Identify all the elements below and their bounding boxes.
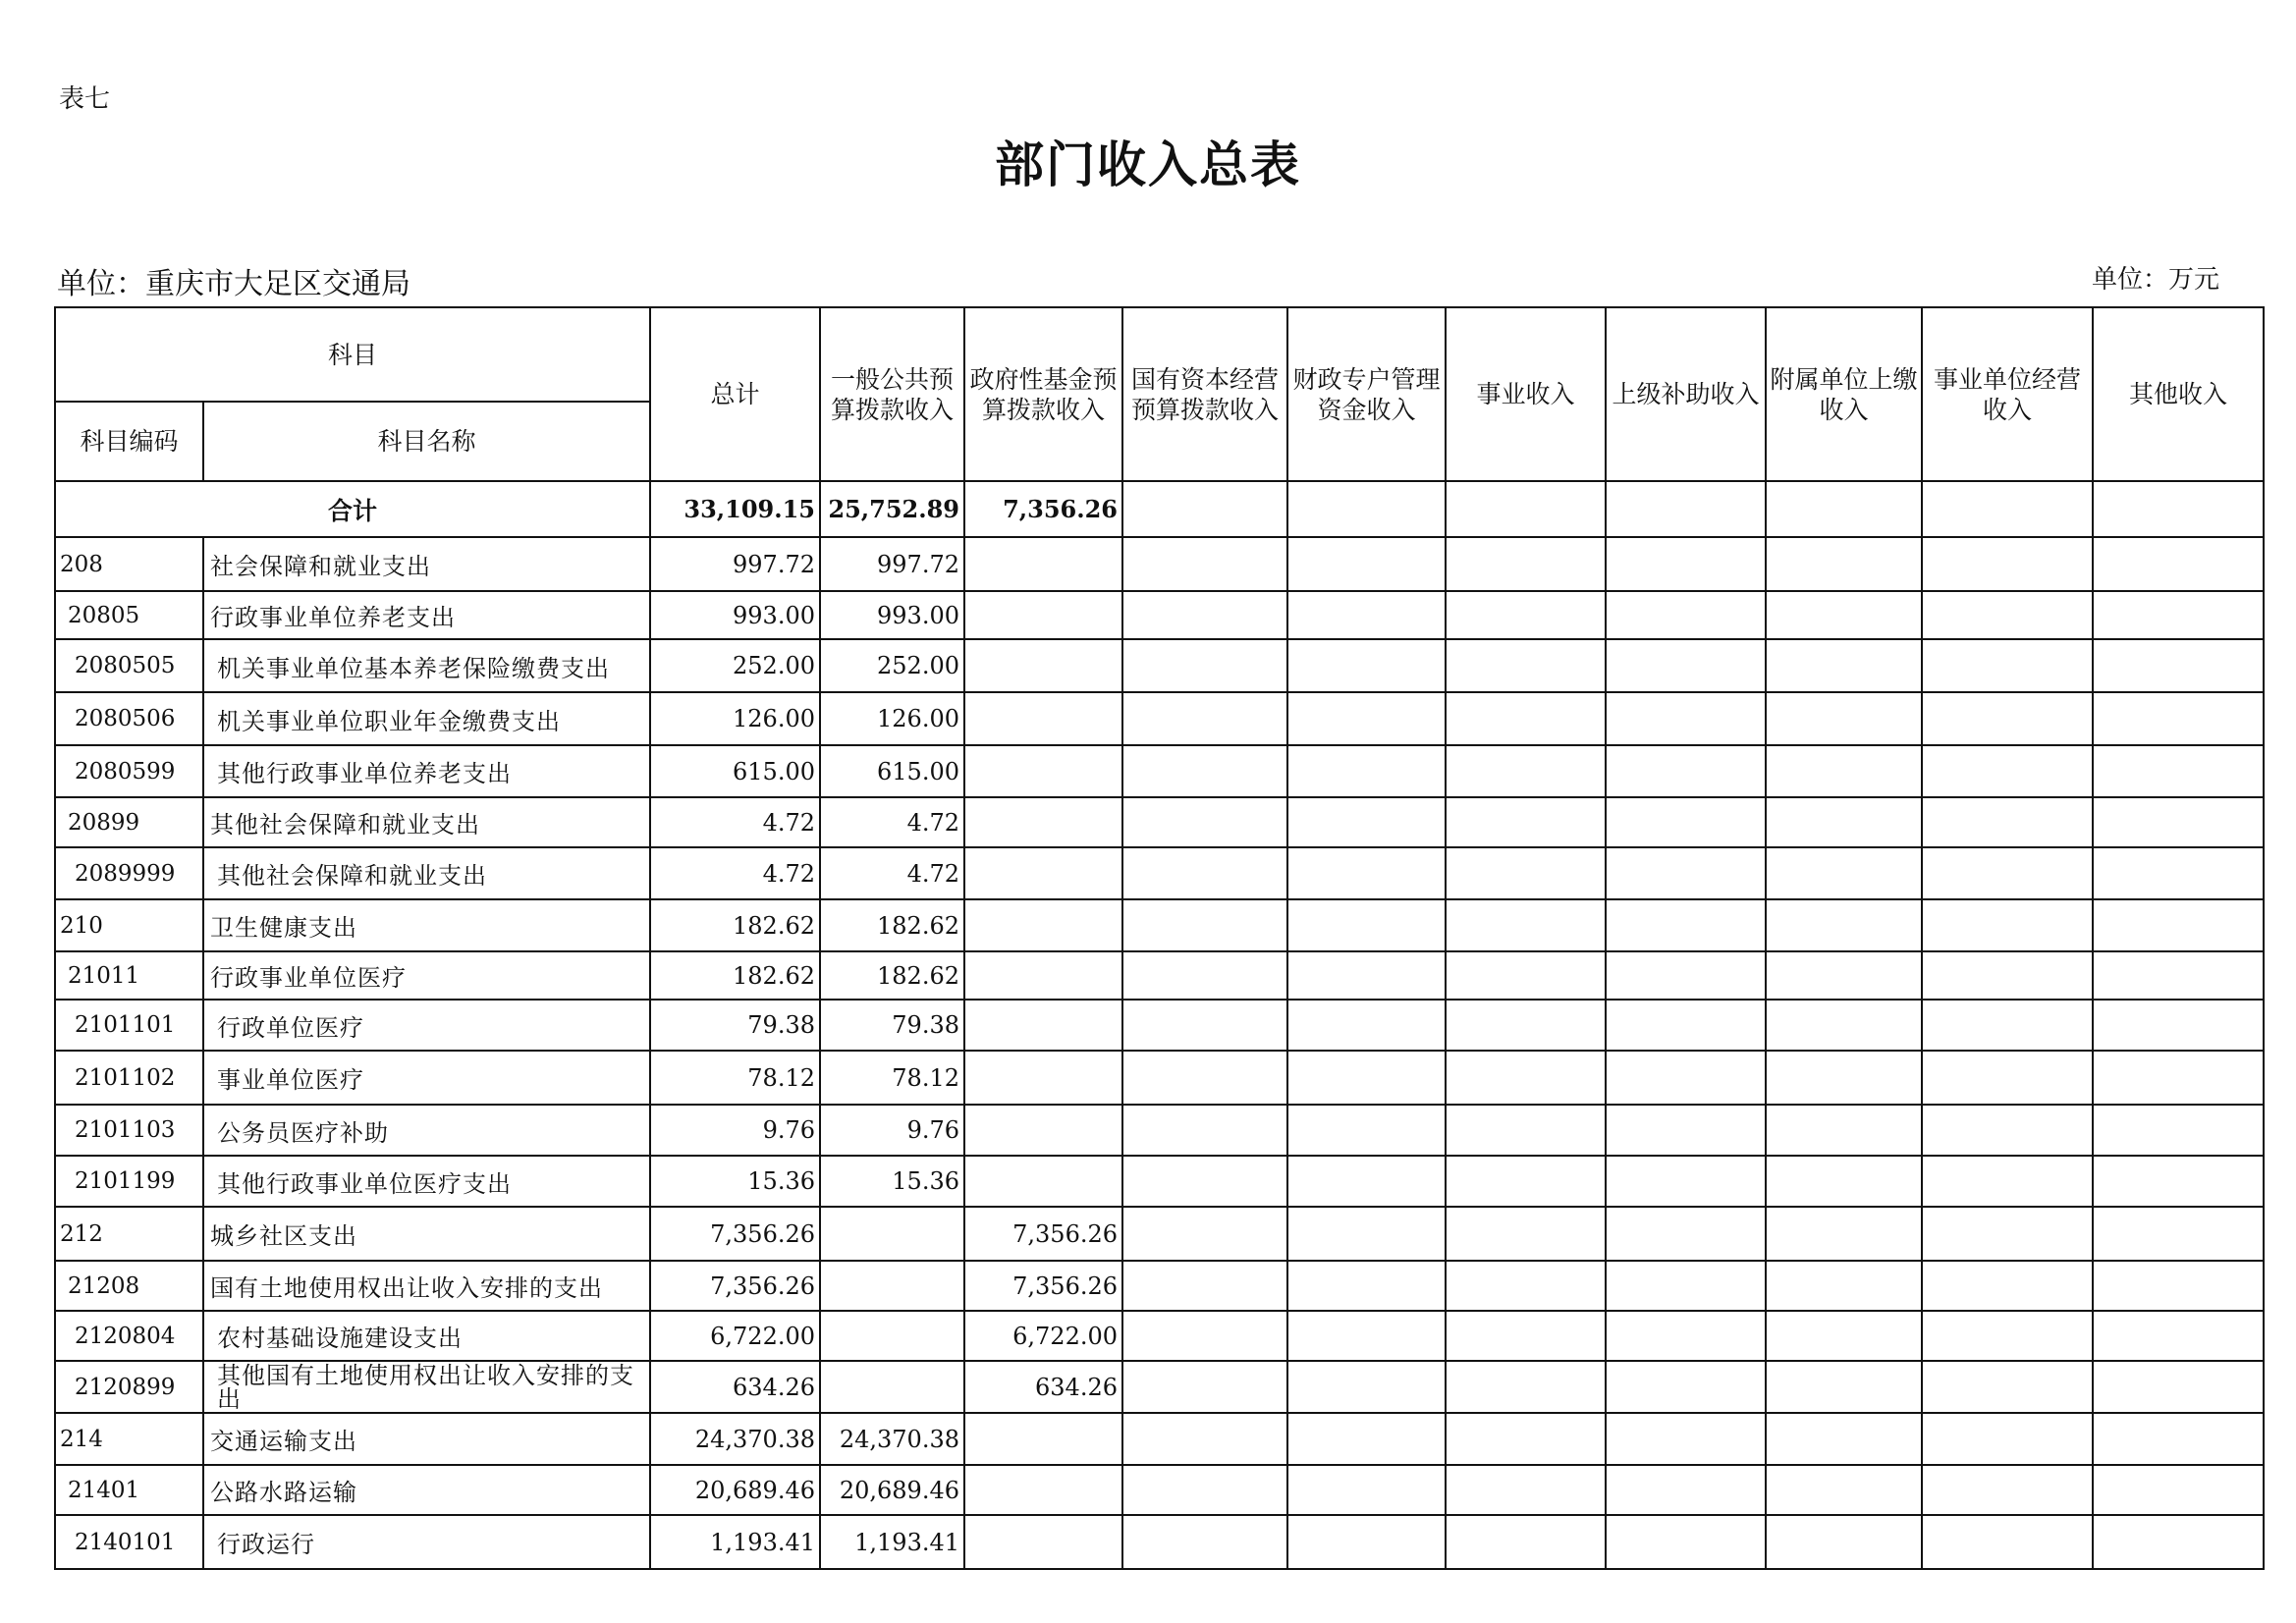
amount-cell: [2093, 1465, 2264, 1515]
amount-cell: [1922, 1413, 2093, 1465]
amount-cell: [1122, 1413, 1287, 1465]
amount-cell: [1606, 1413, 1766, 1465]
amount-cell: [1446, 1465, 1606, 1515]
header-col-state-capital: 国有资本经营预算拨款收入: [1122, 307, 1287, 481]
amount-cell: 252.00: [650, 639, 820, 692]
table-row: [55, 1413, 2264, 1465]
amount-cell: 4.72: [650, 847, 820, 899]
subject-code: 2080599: [55, 745, 203, 797]
subject-code: 2101199: [55, 1156, 203, 1207]
amount-cell: [1287, 797, 1446, 847]
amount-cell: [1446, 847, 1606, 899]
amount-cell: 1,193.41: [650, 1515, 820, 1569]
total-cell: [1446, 481, 1606, 537]
table-row: [55, 1261, 2264, 1311]
total-cell: 33,109.15: [650, 481, 820, 537]
subject-name: 交通运输支出: [203, 1413, 650, 1465]
amount-cell: [964, 1051, 1122, 1105]
amount-cell: [1766, 951, 1922, 1000]
amount-cell: [964, 1156, 1122, 1207]
header-col-total: 总计: [650, 307, 820, 481]
amount-cell: [820, 1207, 964, 1261]
amount-cell: [820, 1261, 964, 1311]
amount-cell: [1606, 1000, 1766, 1051]
amount-cell: 78.12: [820, 1051, 964, 1105]
amount-cell: 15.36: [650, 1156, 820, 1207]
amount-cell: [2093, 537, 2264, 591]
amount-cell: [964, 692, 1122, 745]
amount-cell: [2093, 1261, 2264, 1311]
subject-name: 公务员医疗补助: [203, 1105, 650, 1156]
amount-cell: 7,356.26: [650, 1261, 820, 1311]
table-row: [55, 1311, 2264, 1361]
amount-cell: [1606, 1261, 1766, 1311]
amount-cell: [1122, 1261, 1287, 1311]
amount-cell: [1122, 639, 1287, 692]
amount-cell: [1766, 1000, 1922, 1051]
amount-cell: [1606, 1515, 1766, 1569]
amount-cell: [2093, 639, 2264, 692]
amount-cell: 78.12: [650, 1051, 820, 1105]
amount-cell: [1446, 591, 1606, 639]
amount-cell: 182.62: [650, 951, 820, 1000]
table-row: [55, 639, 2264, 692]
amount-cell: 634.26: [650, 1361, 820, 1413]
amount-cell: 182.62: [650, 899, 820, 951]
subject-name: 卫生健康支出: [203, 899, 650, 951]
amount-cell: [1446, 1361, 1606, 1413]
amount-cell: [964, 1105, 1122, 1156]
subject-name: 其他行政事业单位医疗支出: [203, 1156, 650, 1207]
amount-cell: [1122, 1361, 1287, 1413]
amount-cell: [1922, 1000, 2093, 1051]
amount-cell: [1287, 1261, 1446, 1311]
amount-cell: 126.00: [650, 692, 820, 745]
amount-cell: [1287, 1207, 1446, 1261]
amount-cell: [2093, 847, 2264, 899]
subject-name: 城乡社区支出: [203, 1207, 650, 1261]
amount-cell: [1446, 639, 1606, 692]
currency-unit: 单位：万元: [2092, 265, 2220, 295]
subject-code: 20899: [55, 797, 203, 847]
amount-cell: [1766, 899, 1922, 951]
amount-cell: [1766, 1361, 1922, 1413]
amount-cell: [1446, 797, 1606, 847]
amount-cell: [1122, 1105, 1287, 1156]
amount-cell: [820, 1361, 964, 1413]
subject-name: 社会保障和就业支出: [203, 537, 650, 591]
subject-name: 行政运行: [203, 1515, 650, 1569]
amount-cell: [1766, 797, 1922, 847]
subject-code: 2140101: [55, 1515, 203, 1569]
amount-cell: [964, 537, 1122, 591]
amount-cell: [1766, 1051, 1922, 1105]
amount-cell: [1287, 1051, 1446, 1105]
amount-cell: [1766, 1515, 1922, 1569]
amount-cell: [1766, 1413, 1922, 1465]
subject-code: 21208: [55, 1261, 203, 1311]
amount-cell: [1122, 745, 1287, 797]
amount-cell: [1446, 1000, 1606, 1051]
amount-cell: 182.62: [820, 951, 964, 1000]
amount-cell: [1122, 797, 1287, 847]
amount-cell: 9.76: [650, 1105, 820, 1156]
total-cell: [1922, 481, 2093, 537]
amount-cell: [1446, 537, 1606, 591]
amount-cell: [1446, 1105, 1606, 1156]
income-summary-table: [54, 306, 2265, 1570]
amount-cell: [1606, 692, 1766, 745]
amount-cell: [964, 899, 1122, 951]
amount-cell: [1606, 1361, 1766, 1413]
amount-cell: [1446, 1413, 1606, 1465]
amount-cell: [1922, 639, 2093, 692]
subject-name: 事业单位医疗: [203, 1051, 650, 1105]
subject-name: 国有土地使用权出让收入安排的支出: [203, 1261, 650, 1311]
amount-cell: 9.76: [820, 1105, 964, 1156]
subject-code: 2120899: [55, 1361, 203, 1413]
amount-cell: [1122, 1051, 1287, 1105]
amount-cell: [1446, 745, 1606, 797]
amount-cell: [1922, 1465, 2093, 1515]
amount-cell: [1922, 692, 2093, 745]
amount-cell: [1766, 537, 1922, 591]
subject-name: 机关事业单位基本养老保险缴费支出: [203, 639, 650, 692]
amount-cell: [1606, 951, 1766, 1000]
subject-code: 2080506: [55, 692, 203, 745]
amount-cell: [1122, 1000, 1287, 1051]
amount-cell: [1922, 1156, 2093, 1207]
table-row: [55, 745, 2264, 797]
subject-name: 公路水路运输: [203, 1465, 650, 1515]
amount-cell: [1122, 847, 1287, 899]
subject-code: 210: [55, 899, 203, 951]
amount-cell: [1766, 591, 1922, 639]
header-row-1: [55, 307, 2264, 402]
subject-name: 其他国有土地使用权出让收入安排的支出: [203, 1361, 650, 1413]
amount-cell: [1922, 797, 2093, 847]
table-number: 表七: [59, 84, 111, 114]
amount-cell: 20,689.46: [650, 1465, 820, 1515]
table-row: [55, 1465, 2264, 1515]
amount-cell: [1766, 745, 1922, 797]
subject-name: 行政单位医疗: [203, 1000, 650, 1051]
amount-cell: [1922, 745, 2093, 797]
table-row: [55, 591, 2264, 639]
table-row: [55, 951, 2264, 1000]
amount-cell: [1606, 639, 1766, 692]
subject-code: 2089999: [55, 847, 203, 899]
subject-name: 其他社会保障和就业支出: [203, 797, 650, 847]
amount-cell: [964, 745, 1122, 797]
amount-cell: 993.00: [820, 591, 964, 639]
amount-cell: [964, 1515, 1122, 1569]
amount-cell: [1766, 692, 1922, 745]
subject-code: 214: [55, 1413, 203, 1465]
table-row: [55, 1207, 2264, 1261]
amount-cell: [1606, 537, 1766, 591]
amount-cell: [1446, 692, 1606, 745]
amount-cell: 24,370.38: [820, 1413, 964, 1465]
amount-cell: [1122, 1311, 1287, 1361]
amount-cell: 20,689.46: [820, 1465, 964, 1515]
total-cell: [2093, 481, 2264, 537]
department-unit: 单位：重庆市大足区交通局: [57, 267, 410, 301]
amount-cell: [1287, 1361, 1446, 1413]
amount-cell: [1287, 1000, 1446, 1051]
subject-code: 2080505: [55, 639, 203, 692]
amount-cell: [1287, 1311, 1446, 1361]
amount-cell: [1766, 1105, 1922, 1156]
subject-name: 行政事业单位医疗: [203, 951, 650, 1000]
amount-cell: [2093, 1105, 2264, 1156]
amount-cell: [964, 951, 1122, 1000]
amount-cell: 997.72: [820, 537, 964, 591]
amount-cell: [2093, 951, 2264, 1000]
amount-cell: [2093, 1207, 2264, 1261]
amount-cell: 126.00: [820, 692, 964, 745]
table-row: [55, 692, 2264, 745]
amount-cell: 615.00: [650, 745, 820, 797]
header-col-general-budget: 一般公共预算拨款收入: [820, 307, 964, 481]
amount-cell: [1922, 847, 2093, 899]
amount-cell: [1287, 951, 1446, 1000]
amount-cell: 634.26: [964, 1361, 1122, 1413]
amount-cell: [1122, 1207, 1287, 1261]
amount-cell: [2093, 692, 2264, 745]
amount-cell: [2093, 797, 2264, 847]
amount-cell: 6,722.00: [650, 1311, 820, 1361]
amount-cell: [1287, 1413, 1446, 1465]
subject-name: 机关事业单位职业年金缴费支出: [203, 692, 650, 745]
subject-code: 2101103: [55, 1105, 203, 1156]
table-row: [55, 1105, 2264, 1156]
amount-cell: [1287, 1105, 1446, 1156]
amount-cell: [1606, 899, 1766, 951]
total-cell: [1287, 481, 1446, 537]
amount-cell: [1287, 537, 1446, 591]
amount-cell: [964, 1413, 1122, 1465]
amount-cell: [1606, 847, 1766, 899]
subject-name: 其他社会保障和就业支出: [203, 847, 650, 899]
header-col-fund-budget: 政府性基金预算拨款收入: [964, 307, 1122, 481]
amount-cell: [1446, 1207, 1606, 1261]
amount-cell: [1122, 1156, 1287, 1207]
amount-cell: 6,722.00: [964, 1311, 1122, 1361]
amount-cell: [1766, 1261, 1922, 1311]
amount-cell: [1606, 1465, 1766, 1515]
table-row: [55, 1000, 2264, 1051]
amount-cell: [1287, 847, 1446, 899]
amount-cell: 182.62: [820, 899, 964, 951]
header-name: 科目名称: [203, 402, 650, 481]
amount-cell: [1287, 692, 1446, 745]
amount-cell: [1606, 591, 1766, 639]
amount-cell: [1766, 1207, 1922, 1261]
amount-cell: [1922, 1051, 2093, 1105]
total-cell: [1122, 481, 1287, 537]
amount-cell: [2093, 1311, 2264, 1361]
amount-cell: [1287, 745, 1446, 797]
subject-code: 21011: [55, 951, 203, 1000]
amount-cell: [1606, 1311, 1766, 1361]
amount-cell: [1287, 1515, 1446, 1569]
amount-cell: [820, 1311, 964, 1361]
subject-code: 21401: [55, 1465, 203, 1515]
amount-cell: [2093, 1515, 2264, 1569]
amount-cell: [1766, 847, 1922, 899]
amount-cell: [1122, 1465, 1287, 1515]
amount-cell: [1766, 1156, 1922, 1207]
page-title: 部门收入总表: [995, 135, 1301, 193]
amount-cell: [1287, 1156, 1446, 1207]
amount-cell: [2093, 591, 2264, 639]
amount-cell: [2093, 1051, 2264, 1105]
amount-cell: 7,356.26: [650, 1207, 820, 1261]
amount-cell: 4.72: [820, 847, 964, 899]
amount-cell: [1922, 1261, 2093, 1311]
amount-cell: [1606, 1156, 1766, 1207]
amount-cell: [2093, 1361, 2264, 1413]
amount-cell: [2093, 1156, 2264, 1207]
amount-cell: [2093, 1000, 2264, 1051]
amount-cell: [1446, 1311, 1606, 1361]
amount-cell: 997.72: [650, 537, 820, 591]
subject-code: 2101101: [55, 1000, 203, 1051]
total-cell: 25,752.89: [820, 481, 964, 537]
amount-cell: [1922, 1311, 2093, 1361]
amount-cell: [1122, 591, 1287, 639]
amount-cell: [1922, 537, 2093, 591]
amount-cell: 79.38: [820, 1000, 964, 1051]
amount-cell: [1606, 745, 1766, 797]
amount-cell: [2093, 1413, 2264, 1465]
total-cell: [1766, 481, 1922, 537]
amount-cell: 79.38: [650, 1000, 820, 1051]
amount-cell: [1287, 899, 1446, 951]
total-row: [55, 481, 2264, 537]
amount-cell: [964, 591, 1122, 639]
subject-code: 20805: [55, 591, 203, 639]
amount-cell: [1122, 899, 1287, 951]
header-subject: 科目: [55, 307, 650, 402]
amount-cell: [1922, 951, 2093, 1000]
amount-cell: [964, 797, 1122, 847]
amount-cell: [964, 1465, 1122, 1515]
amount-cell: [1287, 639, 1446, 692]
subject-name: 农村基础设施建设支出: [203, 1311, 650, 1361]
amount-cell: 15.36: [820, 1156, 964, 1207]
amount-cell: [1287, 591, 1446, 639]
header-col-special-account: 财政专户管理资金收入: [1287, 307, 1446, 481]
amount-cell: [1446, 1515, 1606, 1569]
subject-code: 2101102: [55, 1051, 203, 1105]
amount-cell: [1122, 692, 1287, 745]
amount-cell: [1606, 1207, 1766, 1261]
header-col-affiliated-unit: 附属单位上缴收入: [1766, 307, 1922, 481]
table-row: [55, 537, 2264, 591]
subject-code: 208: [55, 537, 203, 591]
amount-cell: [1287, 1465, 1446, 1515]
amount-cell: [1606, 1105, 1766, 1156]
amount-cell: [964, 1000, 1122, 1051]
amount-cell: 7,356.26: [964, 1261, 1122, 1311]
table-row: [55, 1515, 2264, 1569]
subject-code: 2120804: [55, 1311, 203, 1361]
amount-cell: [1766, 639, 1922, 692]
amount-cell: [1122, 537, 1287, 591]
amount-cell: [1922, 1515, 2093, 1569]
amount-cell: 24,370.38: [650, 1413, 820, 1465]
amount-cell: 252.00: [820, 639, 964, 692]
amount-cell: [1446, 899, 1606, 951]
header-code: 科目编码: [55, 402, 203, 481]
amount-cell: [1922, 1105, 2093, 1156]
amount-cell: [1446, 1261, 1606, 1311]
amount-cell: 1,193.41: [820, 1515, 964, 1569]
amount-cell: [964, 639, 1122, 692]
table-row: [55, 1361, 2264, 1413]
amount-cell: 993.00: [650, 591, 820, 639]
subject-code: 212: [55, 1207, 203, 1261]
total-label: 合计: [55, 481, 650, 537]
table-row: [55, 847, 2264, 899]
subject-name: 其他行政事业单位养老支出: [203, 745, 650, 797]
amount-cell: [964, 847, 1122, 899]
total-cell: [1606, 481, 1766, 537]
amount-cell: [1446, 951, 1606, 1000]
amount-cell: [1922, 591, 2093, 639]
amount-cell: [1606, 797, 1766, 847]
amount-cell: [1122, 1515, 1287, 1569]
amount-cell: [2093, 899, 2264, 951]
amount-cell: [1766, 1311, 1922, 1361]
amount-cell: [1922, 899, 2093, 951]
amount-cell: [1922, 1361, 2093, 1413]
table-row: [55, 899, 2264, 951]
amount-cell: 4.72: [650, 797, 820, 847]
total-cell: 7,356.26: [964, 481, 1122, 537]
header-col-business-income: 事业收入: [1446, 307, 1606, 481]
amount-cell: [1766, 1465, 1922, 1515]
header-col-operation-income: 事业单位经营收入: [1922, 307, 2093, 481]
amount-cell: 4.72: [820, 797, 964, 847]
table-row: [55, 1051, 2264, 1105]
header-col-superior-subsidy: 上级补助收入: [1606, 307, 1766, 481]
amount-cell: 615.00: [820, 745, 964, 797]
amount-cell: [1922, 1207, 2093, 1261]
amount-cell: [1606, 1051, 1766, 1105]
amount-cell: 7,356.26: [964, 1207, 1122, 1261]
subject-name: 行政事业单位养老支出: [203, 591, 650, 639]
amount-cell: [1122, 951, 1287, 1000]
amount-cell: [1446, 1051, 1606, 1105]
amount-cell: [2093, 745, 2264, 797]
table-row: [55, 1156, 2264, 1207]
amount-cell: [1446, 1156, 1606, 1207]
table-row: [55, 797, 2264, 847]
header-col-other-income: 其他收入: [2093, 307, 2264, 481]
